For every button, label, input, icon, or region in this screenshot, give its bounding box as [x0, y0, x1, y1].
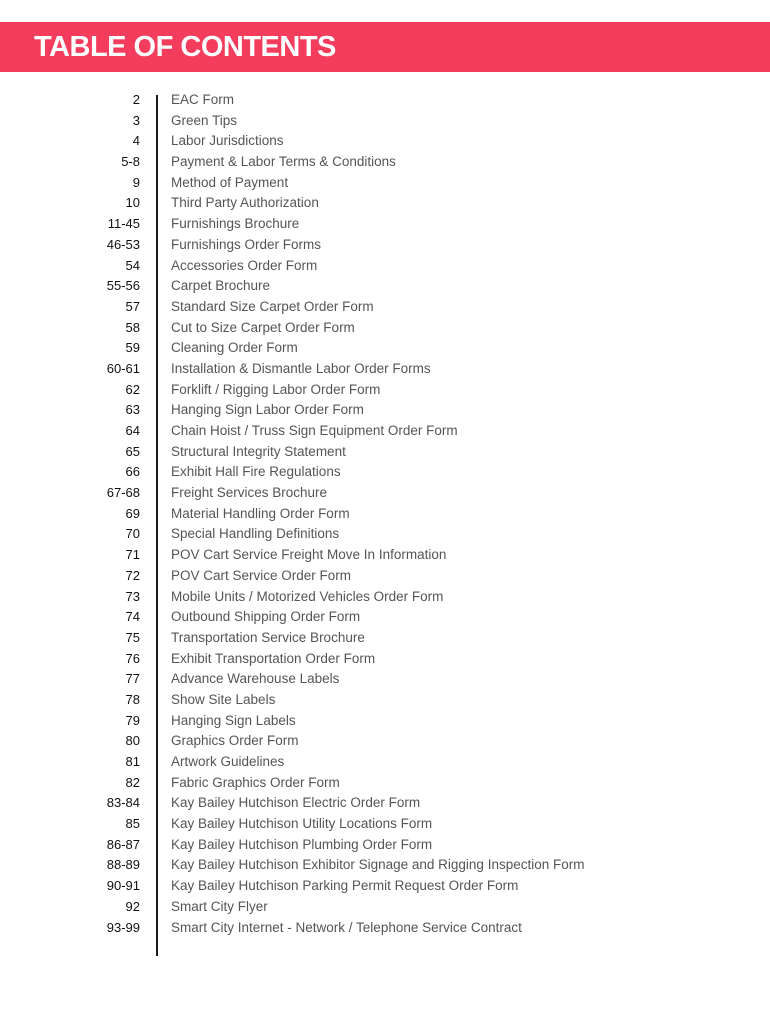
- toc-entry[interactable]: [0, 835, 770, 856]
- toc-page-number: 4: [132, 133, 140, 149]
- toc-page-number: 88-89: [106, 857, 140, 873]
- toc-page-number: 55-56: [106, 278, 140, 294]
- toc-entry[interactable]: [0, 483, 770, 504]
- toc-page-number: 57: [125, 298, 140, 314]
- toc-entry-title[interactable]: Furnishings Order Forms: [171, 236, 322, 252]
- toc-entry-title[interactable]: Hanging Sign Labor Order Form: [171, 402, 364, 418]
- toc-entry-title[interactable]: Outbound Shipping Order Form: [171, 609, 361, 625]
- toc-entry[interactable]: [0, 566, 770, 587]
- toc-entry-title[interactable]: Accessories Order Form: [171, 257, 318, 273]
- toc-page-number: 78: [125, 691, 140, 707]
- toc-entry[interactable]: [0, 359, 770, 380]
- toc-entry[interactable]: [0, 731, 770, 752]
- toc-page-number: 59: [125, 340, 140, 356]
- toc-entry-title[interactable]: Standard Size Carpet Order Form: [171, 298, 374, 314]
- toc-page-number: 80: [125, 733, 140, 749]
- toc-entry-title[interactable]: Chain Hoist / Truss Sign Equipment Order Form: [171, 423, 458, 438]
- toc-page-number: 11-45: [107, 216, 140, 232]
- toc-entry[interactable]: [0, 628, 770, 649]
- toc-entry[interactable]: [0, 90, 770, 111]
- toc-entry[interactable]: [0, 421, 770, 442]
- toc-page-number: 2: [132, 92, 140, 107]
- toc-entry-title[interactable]: Exhibit Transportation Order Form: [171, 650, 376, 666]
- toc-page-number: 63: [125, 402, 140, 418]
- toc-page-number: 62: [125, 381, 140, 397]
- toc-entry-title[interactable]: Fabric Graphics Order Form: [171, 774, 340, 790]
- toc-entry-title[interactable]: Kay Bailey Hutchison Utility Locations Form: [171, 816, 433, 832]
- toc-entry[interactable]: [0, 338, 770, 359]
- toc-entry-title[interactable]: Furnishings Brochure: [171, 216, 300, 232]
- toc-page-number: 60-61: [106, 360, 140, 376]
- toc-entry[interactable]: [0, 131, 770, 152]
- toc-page-number: 54: [125, 257, 140, 273]
- toc-entry[interactable]: [0, 524, 770, 545]
- toc-page-number: 90-91: [106, 878, 140, 894]
- toc-entry[interactable]: [0, 111, 770, 132]
- toc-page-number: 73: [125, 588, 140, 604]
- toc-entry-title[interactable]: Cleaning Order Form: [171, 340, 298, 356]
- toc-entry[interactable]: [0, 318, 770, 339]
- toc-entry[interactable]: [0, 607, 770, 628]
- toc-page-number: 74: [125, 609, 140, 625]
- toc-page-number: 66: [125, 464, 140, 480]
- toc-entry-title[interactable]: Green Tips: [171, 112, 238, 128]
- toc-entry-title[interactable]: Special Handling Definitions: [171, 526, 340, 542]
- toc-page-number: 79: [125, 712, 140, 728]
- toc-page-number: 46-53: [106, 236, 140, 252]
- toc-entry[interactable]: [0, 276, 770, 297]
- toc-entry[interactable]: [0, 152, 770, 173]
- toc-entry-title[interactable]: Payment & Labor Terms & Conditions: [171, 154, 396, 170]
- toc-entry-title[interactable]: Cut to Size Carpet Order Form: [171, 319, 355, 335]
- toc-entry-title[interactable]: Exhibit Hall Fire Regulations: [171, 464, 341, 480]
- toc-entry[interactable]: [0, 235, 770, 256]
- toc-page-number: 72: [125, 567, 140, 583]
- toc-entry[interactable]: [0, 173, 770, 194]
- toc-entry-title[interactable]: Kay Bailey Hutchison Plumbing Order Form: [171, 836, 433, 852]
- toc-page-number: 76: [125, 650, 140, 666]
- toc-entry[interactable]: [0, 793, 770, 814]
- toc-entry-title[interactable]: Graphics Order Form: [171, 733, 299, 749]
- toc-entry[interactable]: [0, 380, 770, 401]
- toc-entry-title[interactable]: Installation & Dismantle Labor Order Forms: [171, 360, 431, 376]
- toc-page-number: 85: [125, 816, 140, 832]
- toc-page-number: 65: [125, 443, 140, 459]
- toc-entry-title[interactable]: Structural Integrity Statement: [171, 443, 346, 459]
- toc-entry-title[interactable]: Transportation Service Brochure: [171, 629, 365, 645]
- toc-entry[interactable]: [0, 711, 770, 732]
- toc-page-number: 83-84: [106, 795, 140, 811]
- toc-entry-title[interactable]: Kay Bailey Hutchison Parking Permit Request Order Form: [171, 878, 519, 894]
- toc-entry[interactable]: [0, 256, 770, 277]
- toc-page-number: 3: [132, 112, 140, 128]
- toc-entry-title[interactable]: Hanging Sign Labels: [171, 712, 296, 728]
- toc-entry-title[interactable]: POV Cart Service Freight Move In Information: [171, 547, 447, 563]
- toc-entry[interactable]: [0, 442, 770, 463]
- toc-page-number: 71: [125, 547, 140, 563]
- toc-page-number: 64: [125, 423, 140, 438]
- page-title: TABLE OF CONTENTS: [34, 31, 336, 63]
- toc-page-number: 82: [125, 774, 140, 790]
- toc-entry-title[interactable]: Smart City Flyer: [171, 898, 268, 914]
- toc-entry[interactable]: [0, 545, 770, 566]
- toc-entry-title[interactable]: Advance Warehouse Labels: [171, 671, 340, 687]
- toc-entry-title[interactable]: Show Site Labels: [171, 691, 276, 707]
- toc-entry[interactable]: [0, 214, 770, 235]
- toc-entry-title[interactable]: Carpet Brochure: [171, 278, 271, 294]
- toc-entry[interactable]: [0, 587, 770, 608]
- toc-list: [0, 90, 770, 938]
- toc-page-number: 10: [125, 195, 140, 211]
- toc-entry-title[interactable]: EAC Form: [171, 92, 235, 107]
- toc-entry[interactable]: [0, 193, 770, 214]
- toc-entry-title[interactable]: Forklift / Rigging Labor Order Form: [171, 381, 381, 397]
- toc-entry[interactable]: [0, 669, 770, 690]
- toc-entry[interactable]: [0, 690, 770, 711]
- toc-entry[interactable]: [0, 462, 770, 483]
- toc-entry-title[interactable]: Artwork Guidelines: [171, 754, 285, 769]
- toc-page-number: 69: [125, 505, 140, 521]
- toc-entry-title[interactable]: Kay Bailey Hutchison Electric Order Form: [171, 795, 421, 811]
- toc-entry[interactable]: [0, 897, 770, 918]
- toc-entry[interactable]: [0, 876, 770, 897]
- toc-page-number: 92: [125, 898, 140, 914]
- toc-entry[interactable]: [0, 649, 770, 670]
- toc-entry[interactable]: [0, 504, 770, 525]
- header-band: [0, 22, 770, 72]
- toc-page-number: 5-8: [121, 154, 140, 170]
- toc-page-number: 81: [125, 754, 140, 769]
- toc-entry[interactable]: [0, 400, 770, 421]
- toc-entry-title[interactable]: POV Cart Service Order Form: [171, 567, 352, 583]
- toc-entry-title[interactable]: Material Handling Order Form: [171, 505, 350, 521]
- toc-entry-title[interactable]: Third Party Authorization: [171, 195, 319, 211]
- toc-entry[interactable]: [0, 773, 770, 794]
- toc-entry-title[interactable]: Freight Services Brochure: [171, 485, 328, 501]
- toc-entry-title[interactable]: Labor Jurisdictions: [171, 133, 284, 149]
- toc-entry[interactable]: [0, 855, 770, 876]
- toc-page-number: 70: [125, 526, 140, 542]
- toc-entry-title[interactable]: Kay Bailey Hutchison Exhibitor Signage and Rigging Inspection Form: [171, 857, 585, 873]
- toc-entry-title[interactable]: Mobile Units / Motorized Vehicles Order Form: [171, 588, 444, 604]
- toc-page-number: 67-68: [106, 485, 140, 501]
- toc-entry[interactable]: [0, 814, 770, 835]
- toc-entry-title[interactable]: Smart City Internet - Network / Telephone Service Contract: [171, 919, 522, 935]
- toc-page-number: 58: [125, 319, 140, 335]
- toc-page-number: 9: [132, 174, 140, 190]
- toc-page-number: 86-87: [106, 836, 140, 852]
- toc-entry-title[interactable]: Method of Payment: [171, 174, 289, 190]
- toc-page-number: 93-99: [106, 919, 140, 935]
- toc-entry[interactable]: [0, 297, 770, 318]
- toc-entry[interactable]: [0, 752, 770, 773]
- toc-entry[interactable]: [0, 918, 770, 939]
- toc-page-number: 75: [125, 629, 140, 645]
- toc-page-number: 77: [125, 671, 140, 687]
